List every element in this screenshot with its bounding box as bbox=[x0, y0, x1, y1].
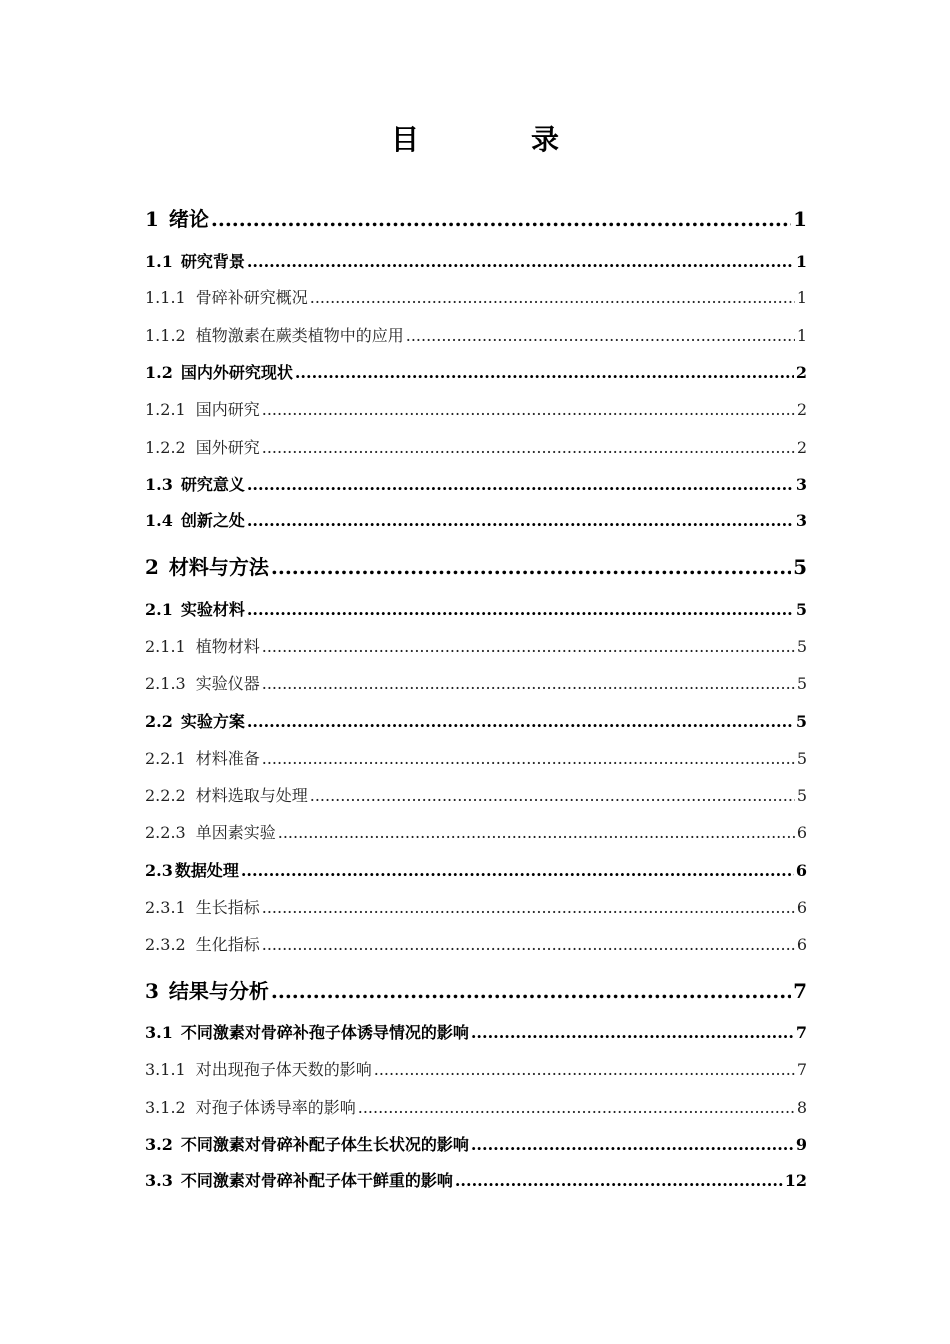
toc-entry[interactable] bbox=[145, 360, 807, 383]
toc-entry[interactable] bbox=[145, 203, 807, 232]
toc-entry[interactable] bbox=[145, 597, 807, 620]
toc-entry-title: 国内研究 bbox=[195, 400, 260, 419]
toc-entry-title: 实验仪器 bbox=[195, 674, 260, 693]
toc-entry-title: 对孢子体诱导率的影响 bbox=[195, 1098, 356, 1117]
toc-entry[interactable] bbox=[145, 783, 807, 806]
toc-entry[interactable] bbox=[145, 1020, 807, 1043]
toc-entry-number: 3.1.1 bbox=[145, 1060, 186, 1079]
toc-entry-title: 植物材料 bbox=[195, 637, 260, 656]
toc-dot-leader bbox=[455, 1171, 783, 1190]
toc-entry-title: 绪论 bbox=[168, 207, 209, 231]
toc-dot-leader bbox=[247, 252, 794, 271]
toc-entry-number: 2.1 bbox=[145, 600, 173, 619]
toc-entry[interactable] bbox=[145, 1095, 807, 1118]
toc-dot-leader bbox=[241, 861, 794, 880]
toc-entry-page: 12 bbox=[784, 1171, 807, 1190]
toc-dot-leader bbox=[262, 674, 795, 693]
toc-entry-title: 实验方案 bbox=[180, 712, 245, 731]
toc-entry-number: 2.3 bbox=[145, 861, 173, 880]
toc-entry-title: 国内外研究现状 bbox=[180, 363, 293, 382]
toc-dot-leader bbox=[247, 475, 794, 494]
toc-entry-number: 1.1.2 bbox=[145, 326, 186, 345]
toc-entry-page: 2 bbox=[796, 438, 807, 457]
toc-entry-page: 1 bbox=[796, 288, 807, 307]
toc-entry[interactable] bbox=[145, 285, 807, 308]
toc-dot-leader bbox=[262, 400, 795, 419]
toc-dot-leader bbox=[471, 1023, 794, 1042]
toc-entry-title: 生化指标 bbox=[195, 935, 260, 954]
toc-entry-number: 1.2 bbox=[145, 363, 173, 382]
toc-entry-number: 1.2.2 bbox=[145, 438, 186, 457]
toc-entry[interactable] bbox=[145, 895, 807, 918]
toc-entry-title: 国外研究 bbox=[195, 438, 260, 457]
toc-entry-page: 7 bbox=[795, 1023, 807, 1042]
toc-entry-number: 3.2 bbox=[145, 1135, 173, 1154]
toc-entry[interactable] bbox=[145, 1132, 807, 1155]
toc-entry[interactable] bbox=[145, 932, 807, 955]
toc-entry[interactable] bbox=[145, 858, 807, 881]
toc-dot-leader bbox=[271, 979, 791, 1003]
toc-entry-page: 1 bbox=[793, 207, 807, 231]
toc-dot-leader bbox=[295, 363, 794, 382]
toc-entry-number: 1.3 bbox=[145, 475, 173, 494]
toc-dot-leader bbox=[278, 823, 795, 842]
toc-entry-page: 5 bbox=[796, 637, 807, 656]
toc-entry[interactable] bbox=[145, 746, 807, 769]
toc-entry-title: 材料选取与处理 bbox=[195, 786, 308, 805]
toc-entry-title: 结果与分析 bbox=[168, 979, 269, 1003]
toc-entry-page: 5 bbox=[795, 712, 807, 731]
toc-dot-leader bbox=[262, 749, 795, 768]
toc-dot-leader bbox=[310, 786, 795, 805]
toc-entry-page: 9 bbox=[795, 1135, 807, 1154]
toc-entry-page: 5 bbox=[793, 555, 807, 579]
toc-entry-number: 3.3 bbox=[145, 1171, 173, 1190]
toc-entry-number: 2.3.1 bbox=[145, 898, 186, 917]
toc-entry[interactable] bbox=[145, 975, 807, 1004]
toc-entry-number: 1.4 bbox=[145, 511, 173, 530]
toc-entry-title: 实验材料 bbox=[180, 600, 245, 619]
toc-entry[interactable] bbox=[145, 1168, 807, 1191]
toc-entry-page: 6 bbox=[796, 898, 807, 917]
toc-entry-page: 3 bbox=[795, 511, 807, 530]
toc-dot-leader bbox=[262, 935, 795, 954]
toc-entry-number: 2.3.2 bbox=[145, 935, 186, 954]
toc-entry-page: 2 bbox=[796, 400, 807, 419]
toc-entry-page: 5 bbox=[795, 600, 807, 619]
toc-entry-title: 植物激素在蕨类植物中的应用 bbox=[195, 326, 404, 345]
toc-entry-title: 对出现孢子体天数的影响 bbox=[195, 1060, 372, 1079]
toc-entry-page: 6 bbox=[796, 935, 807, 954]
toc-entry[interactable] bbox=[145, 709, 807, 732]
toc-entry[interactable] bbox=[145, 508, 807, 531]
toc-entry-page: 1 bbox=[796, 326, 807, 345]
toc-entry[interactable] bbox=[145, 397, 807, 420]
toc-entry-number: 1 bbox=[145, 207, 159, 231]
toc-dot-leader bbox=[247, 712, 794, 731]
toc-entry[interactable] bbox=[145, 634, 807, 657]
toc-entry-number: 2.1.1 bbox=[145, 637, 186, 656]
toc-entry-number: 1.1 bbox=[145, 252, 173, 271]
toc-entry-title: 研究背景 bbox=[180, 252, 245, 271]
toc-entry-page: 6 bbox=[796, 823, 807, 842]
toc-dot-leader bbox=[471, 1135, 794, 1154]
page-title: 目 录 bbox=[390, 123, 601, 156]
toc-dot-leader bbox=[247, 600, 794, 619]
toc-entry-page: 2 bbox=[795, 363, 807, 382]
toc-dot-leader bbox=[271, 555, 791, 579]
toc-entry-title: 材料与方法 bbox=[168, 555, 269, 579]
toc-entry-page: 8 bbox=[796, 1098, 807, 1117]
toc-entry-title: 数据处理 bbox=[174, 861, 239, 880]
toc-dot-leader bbox=[247, 511, 794, 530]
toc-entry-title: 研究意义 bbox=[180, 475, 245, 494]
toc-dot-leader bbox=[310, 288, 795, 307]
toc-entry[interactable] bbox=[145, 435, 807, 458]
toc-entry-page: 7 bbox=[793, 979, 807, 1003]
toc-entry-number: 1.2.1 bbox=[145, 400, 186, 419]
toc-entry-number: 2.2.3 bbox=[145, 823, 186, 842]
toc-entry[interactable] bbox=[145, 820, 807, 843]
toc-entry-title: 不同激素对骨碎补配子体干鲜重的影响 bbox=[180, 1171, 453, 1190]
toc-entry-page: 7 bbox=[796, 1060, 807, 1079]
toc-entry-number: 1.1.1 bbox=[145, 288, 186, 307]
toc-dot-leader bbox=[262, 637, 795, 656]
toc-entry-title: 单因素实验 bbox=[195, 823, 276, 842]
toc-entry[interactable] bbox=[145, 1057, 807, 1080]
toc-entry-number: 2.2.2 bbox=[145, 786, 186, 805]
toc-entry-title: 不同激素对骨碎补配子体生长状况的影响 bbox=[180, 1135, 469, 1154]
toc-entry[interactable] bbox=[145, 472, 807, 495]
toc-entry-page: 6 bbox=[795, 861, 807, 880]
toc-entry-title: 创新之处 bbox=[180, 511, 245, 530]
toc-dot-leader bbox=[262, 898, 795, 917]
toc-entry-page: 3 bbox=[795, 475, 807, 494]
toc-entry[interactable] bbox=[145, 323, 807, 346]
toc-entry[interactable] bbox=[145, 249, 807, 272]
toc-entry-title: 不同激素对骨碎补孢子体诱导情况的影响 bbox=[180, 1023, 469, 1042]
toc-dot-leader bbox=[374, 1060, 795, 1079]
toc-entry[interactable] bbox=[145, 671, 807, 694]
toc-entry-number: 2.2 bbox=[145, 712, 173, 731]
toc-entry-page: 5 bbox=[796, 786, 807, 805]
toc-dot-leader bbox=[211, 207, 791, 231]
toc-entry-number: 3.1 bbox=[145, 1023, 173, 1042]
toc-entry-number: 2.1.3 bbox=[145, 674, 186, 693]
toc-entry-number: 2 bbox=[145, 555, 159, 579]
toc-entry-page: 5 bbox=[796, 674, 807, 693]
toc-entry-title: 生长指标 bbox=[195, 898, 260, 917]
toc-dot-leader bbox=[406, 326, 795, 345]
toc-entry-page: 5 bbox=[796, 749, 807, 768]
toc-dot-leader bbox=[262, 438, 795, 457]
toc-entry-title: 材料准备 bbox=[195, 749, 260, 768]
toc-entry-title: 骨碎补研究概况 bbox=[195, 288, 308, 307]
toc-entry[interactable] bbox=[145, 551, 807, 580]
toc-entry-number: 3.1.2 bbox=[145, 1098, 186, 1117]
toc-entry-number: 3 bbox=[145, 979, 159, 1003]
toc-entry-page: 1 bbox=[795, 252, 807, 271]
toc-entry-number: 2.2.1 bbox=[145, 749, 186, 768]
toc-dot-leader bbox=[358, 1098, 795, 1117]
